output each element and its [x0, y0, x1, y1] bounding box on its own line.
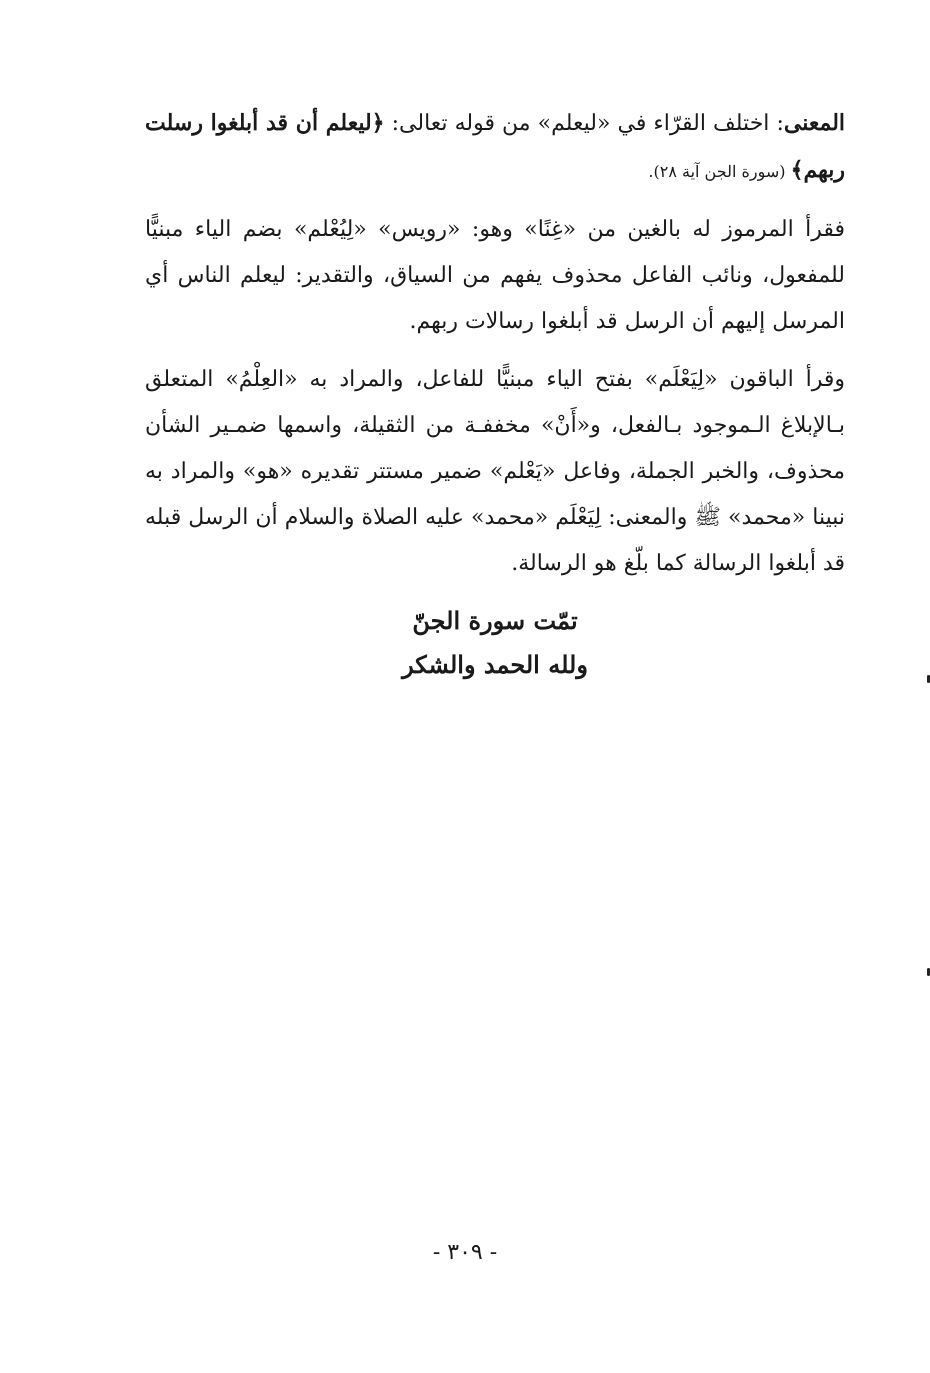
- paragraph-1: [145, 100, 845, 195]
- quran-verse: ﴿ليعلم أن قد أبلغوا رسلت ربهم﴾: [145, 110, 845, 183]
- paragraph-intro: : اختلف القرّاء في «ليعلم» من قوله تعالى:: [384, 111, 784, 136]
- verse-citation: (سورة الجن آية ٢٨).: [648, 162, 791, 181]
- closing-line-2: ولله الحمد والشكر: [402, 650, 588, 679]
- paragraph-2: فقرأ المرموز له بالغين من «غِنًا» وهو: «رويس» «لِيُعْلم» بضم الياء مبنيًّا للمفعول، ونائب الفاعل محذوف يفهم من السياق، والتقدير: ليعلم الناس أي المرسل إليهم أن الرسل قد أبلغوا رسالات ربهم.: [145, 217, 845, 334]
- closing-line-1: تمّت سورة الجنّ: [412, 606, 578, 635]
- page-body: [145, 100, 845, 687]
- paragraph-3: وقرأ الباقون «لِيَعْلَم» بفتح الياء مبنيًّا للفاعل، والمراد به «العِلْمُ» المتعلق بـالإبلاغ الـموجود بـالفعل، و«أَنْ» مخففـة من الثقيلة، واسمها ضمـير الشأن محذوف، والخبر الجملة، وفاعل «يَعْلم» ضمير مستتر تقديره «هو» والمراد به نبينا «محمد» ﷺ والمعنى: لِيَعْلَم «محمد» عليه الصلاة والسلام أن الرسل قبله قد أبلغوا الرسالة كما بلّغ هو الرسالة.: [145, 367, 845, 576]
- closing-block: [145, 599, 845, 687]
- paragraph-label: المعنى: [783, 110, 846, 136]
- page-number: - ٣٠٩ -: [432, 1240, 498, 1265]
